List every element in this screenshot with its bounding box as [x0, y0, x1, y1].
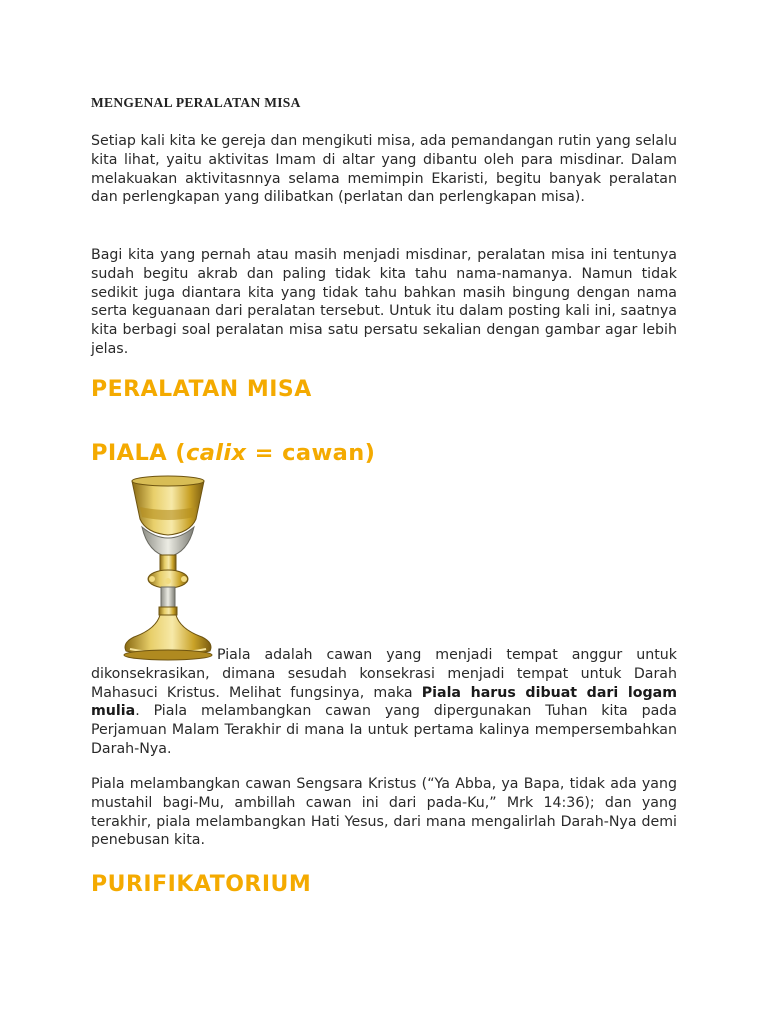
chalice-icon: [116, 467, 220, 664]
misdinar-paragraph: Bagi kita yang pernah atau masih menjadi misdinar, peralatan misa ini tentunya sudah begitu akrab dan paling tidak kita tahu nama-namanya. Namun tidak sedikit juga diantara kita yang tidak tahu bahkan masih bingung dengan nama serta keguanaan dari peralatan tersebut. Untuk itu dalam posting kali ini, saatnya kita berbagi soal peralatan misa satu persatu sekalian dengan gambar agar lebih jelas.: [91, 247, 677, 357]
piala-paragraph: [91, 646, 677, 759]
piala-heading-prefix: PIALA (: [91, 440, 186, 466]
section-heading-piala: [91, 440, 375, 466]
piala-heading-latin: calix: [185, 440, 247, 466]
piala-text-part2: . Piala melambangkan cawan yang dipergunakan Tuhan kita pada Perjamuan Malam Terakhir di mana Ia untuk pertama kalinya mempersembahkan Darah-Nya.: [91, 703, 677, 757]
sengsara-paragraph: Piala melambangkan cawan Sengsara Kristus (“Ya Abba, ya Bapa, tidak ada yang mustahil bagi-Mu, ambillah cawan ini dari pada-Ku,” Mrk 14:36); dan yang terakhir, piala melambangkan Hati Yesus, dari mana mengalirlah Darah-Nya demi penebusan kita.: [91, 776, 677, 849]
piala-heading-suffix: = cawan): [246, 440, 376, 466]
section-heading-peralatan-misa: PERALATAN MISA: [91, 377, 312, 402]
piala-text-part1: Piala adalah cawan yang menjadi tempat anggur untuk dikonsekrasikan, dimana sesudah konsekrasi menjadi tempat untuk Darah Mahasuci Kristus. Melihat fungsinya, maka: [91, 647, 677, 701]
intro-paragraph: Setiap kali kita ke gereja dan mengikuti misa, ada pemandangan rutin yang selalu kita lihat, yaitu aktivitas Imam di altar yang dibantu oleh para misdinar. Dalam melakuakan aktivitasnnya selama memimpin Ekaristi, begitu banyak peralatan dan perlengkapan yang dilibatkan (perlatan dan perlengkapan misa).: [91, 133, 678, 206]
piala-logam-mulia-emphasis: Piala harus dibuat dari logam mulia: [91, 684, 677, 720]
page-title: MENGENAL PERALATAN MISA: [91, 95, 301, 110]
section-heading-purifikatorium: PURIFIKATORIUM: [91, 872, 312, 897]
